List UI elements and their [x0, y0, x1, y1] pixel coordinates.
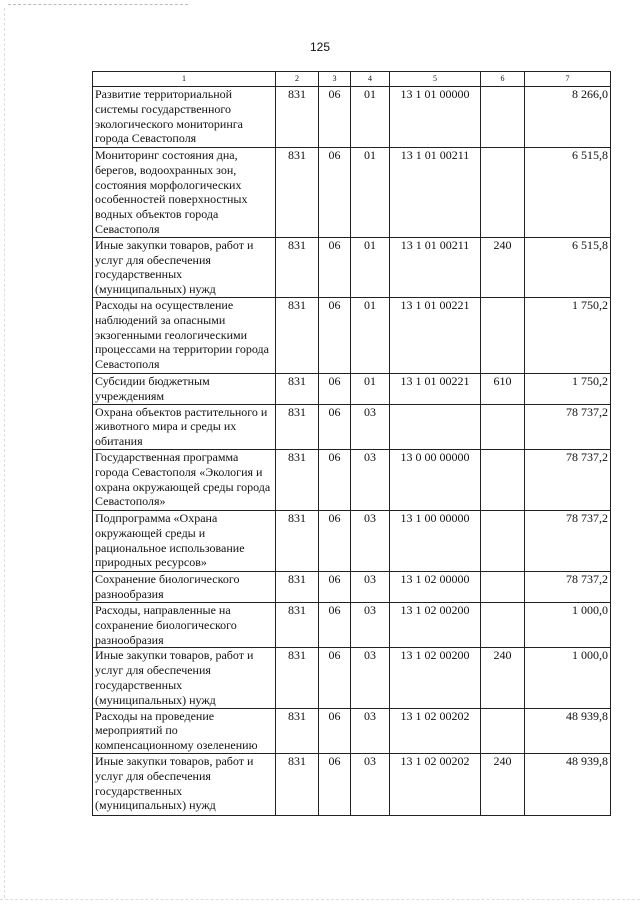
row-expense-type: [481, 571, 525, 602]
row-name: Сохранение биологического разнообразия: [93, 571, 276, 602]
header-cell-1: 1: [93, 72, 276, 87]
scan-edge-left: [4, 8, 5, 898]
header-cell-2: 2: [276, 72, 319, 87]
row-section: 06: [319, 148, 351, 238]
row-subsection: 03: [351, 571, 390, 602]
table-row: [93, 297, 611, 373]
row-code: 831: [276, 571, 319, 602]
table-row: [93, 510, 611, 571]
header-cell-4: 4: [351, 72, 390, 87]
row-amount: 1 750,2: [525, 297, 611, 373]
row-name: Субсидии бюджетным учреждениям: [93, 373, 276, 404]
row-target: 13 1 02 00000: [390, 571, 481, 602]
header-cell-5: 5: [390, 72, 481, 87]
row-code: 831: [276, 148, 319, 238]
row-name: Иные закупки товаров, работ и услуг для обеспечения государственных (муниципальных) нужд: [93, 753, 276, 815]
row-name: Мониторинг состояния дна, берегов, водоохранных зон, состояния морфологических особенностей поверхностных водных объектов города Севастополя: [93, 148, 276, 238]
row-target: 13 1 02 00202: [390, 753, 481, 815]
row-section: 06: [319, 87, 351, 148]
row-amount: 6 515,8: [525, 237, 611, 297]
table-row: [93, 87, 611, 148]
row-code: 831: [276, 449, 319, 510]
row-code: 831: [276, 602, 319, 647]
row-expense-type: [481, 449, 525, 510]
row-target: 13 1 01 00221: [390, 373, 481, 404]
row-code: 831: [276, 237, 319, 297]
row-amount: 78 737,2: [525, 449, 611, 510]
row-code: 831: [276, 373, 319, 404]
row-name: Расходы, направленные на сохранение биологического разнообразия: [93, 602, 276, 647]
row-subsection: 01: [351, 297, 390, 373]
row-target: 13 1 02 00202: [390, 708, 481, 753]
row-section: 06: [319, 648, 351, 708]
row-expense-type: 240: [481, 753, 525, 815]
row-subsection: 03: [351, 708, 390, 753]
row-name: Охрана объектов растительного и животного мира и среды их обитания: [93, 404, 276, 449]
row-name: Подпрограмма «Охрана окружающей среды и рациональное использование природных ресурсов»: [93, 510, 276, 571]
row-expense-type: 240: [481, 237, 525, 297]
row-section: 06: [319, 297, 351, 373]
row-amount: 1 000,0: [525, 602, 611, 647]
page-number: 125: [309, 40, 331, 54]
row-target: [390, 404, 481, 449]
row-amount: 1 000,0: [525, 648, 611, 708]
table-row: [93, 648, 611, 708]
row-name: Расходы на проведение мероприятий по компенсационному озеленению: [93, 708, 276, 753]
scan-edge-bottom: [0, 899, 640, 900]
row-code: 831: [276, 510, 319, 571]
row-subsection: 01: [351, 237, 390, 297]
row-subsection: 01: [351, 373, 390, 404]
row-code: 831: [276, 708, 319, 753]
row-expense-type: 610: [481, 373, 525, 404]
row-code: 831: [276, 404, 319, 449]
row-name: Иные закупки товаров, работ и услуг для обеспечения государственных (муниципальных) нужд: [93, 648, 276, 708]
row-expense-type: [481, 148, 525, 238]
row-subsection: 03: [351, 404, 390, 449]
row-amount: 78 737,2: [525, 510, 611, 571]
header-cell-3: 3: [319, 72, 351, 87]
row-section: 06: [319, 237, 351, 297]
row-target: 13 1 00 00000: [390, 510, 481, 571]
row-expense-type: [481, 87, 525, 148]
header-row: [93, 72, 611, 87]
row-code: 831: [276, 87, 319, 148]
row-section: 06: [319, 404, 351, 449]
row-amount: 78 737,2: [525, 404, 611, 449]
table-row: [93, 571, 611, 602]
row-section: 06: [319, 510, 351, 571]
row-section: 06: [319, 449, 351, 510]
row-target: 13 1 01 00211: [390, 237, 481, 297]
scan-edge-top: [8, 4, 188, 5]
row-section: 06: [319, 753, 351, 815]
row-expense-type: [481, 510, 525, 571]
row-code: 831: [276, 297, 319, 373]
table-row: [93, 602, 611, 647]
table-row: [93, 373, 611, 404]
row-amount: 8 266,0: [525, 87, 611, 148]
row-amount: 48 939,8: [525, 753, 611, 815]
table-row: [93, 404, 611, 449]
row-section: 06: [319, 708, 351, 753]
row-name: Развитие территориальной системы государственного экологического мониторинга города Севастополя: [93, 87, 276, 148]
row-subsection: 03: [351, 602, 390, 647]
table-row: [93, 237, 611, 297]
row-amount: 6 515,8: [525, 148, 611, 238]
row-code: 831: [276, 648, 319, 708]
row-expense-type: [481, 602, 525, 647]
row-expense-type: [481, 297, 525, 373]
row-section: 06: [319, 373, 351, 404]
row-subsection: 03: [351, 753, 390, 815]
table-row: [93, 708, 611, 753]
row-target: 13 0 00 00000: [390, 449, 481, 510]
row-name: Государственная программа города Севастополя «Экология и охрана окружающей среды города Севастополя»: [93, 449, 276, 510]
row-code: 831: [276, 753, 319, 815]
row-target: 13 1 01 00000: [390, 87, 481, 148]
row-target: 13 1 01 00211: [390, 148, 481, 238]
row-subsection: 01: [351, 87, 390, 148]
row-expense-type: [481, 708, 525, 753]
table-row: [93, 148, 611, 238]
row-name: Расходы на осуществление наблюдений за опасными экзогенными геологическими процессами на территории города Севастополя: [93, 297, 276, 373]
row-section: 06: [319, 602, 351, 647]
row-target: 13 1 02 00200: [390, 602, 481, 647]
row-amount: 78 737,2: [525, 571, 611, 602]
row-amount: 48 939,8: [525, 708, 611, 753]
row-subsection: 03: [351, 648, 390, 708]
header-cell-7: 7: [525, 72, 611, 87]
row-amount: 1 750,2: [525, 373, 611, 404]
table-row: [93, 449, 611, 510]
header-cell-6: 6: [481, 72, 525, 87]
row-section: 06: [319, 571, 351, 602]
table-row: [93, 753, 611, 815]
row-expense-type: [481, 404, 525, 449]
budget-table: [92, 71, 611, 816]
row-target: 13 1 02 00200: [390, 648, 481, 708]
row-subsection: 01: [351, 148, 390, 238]
row-target: 13 1 01 00221: [390, 297, 481, 373]
row-subsection: 03: [351, 510, 390, 571]
row-name: Иные закупки товаров, работ и услуг для обеспечения государственных (муниципальных) нужд: [93, 237, 276, 297]
row-expense-type: 240: [481, 648, 525, 708]
row-subsection: 03: [351, 449, 390, 510]
